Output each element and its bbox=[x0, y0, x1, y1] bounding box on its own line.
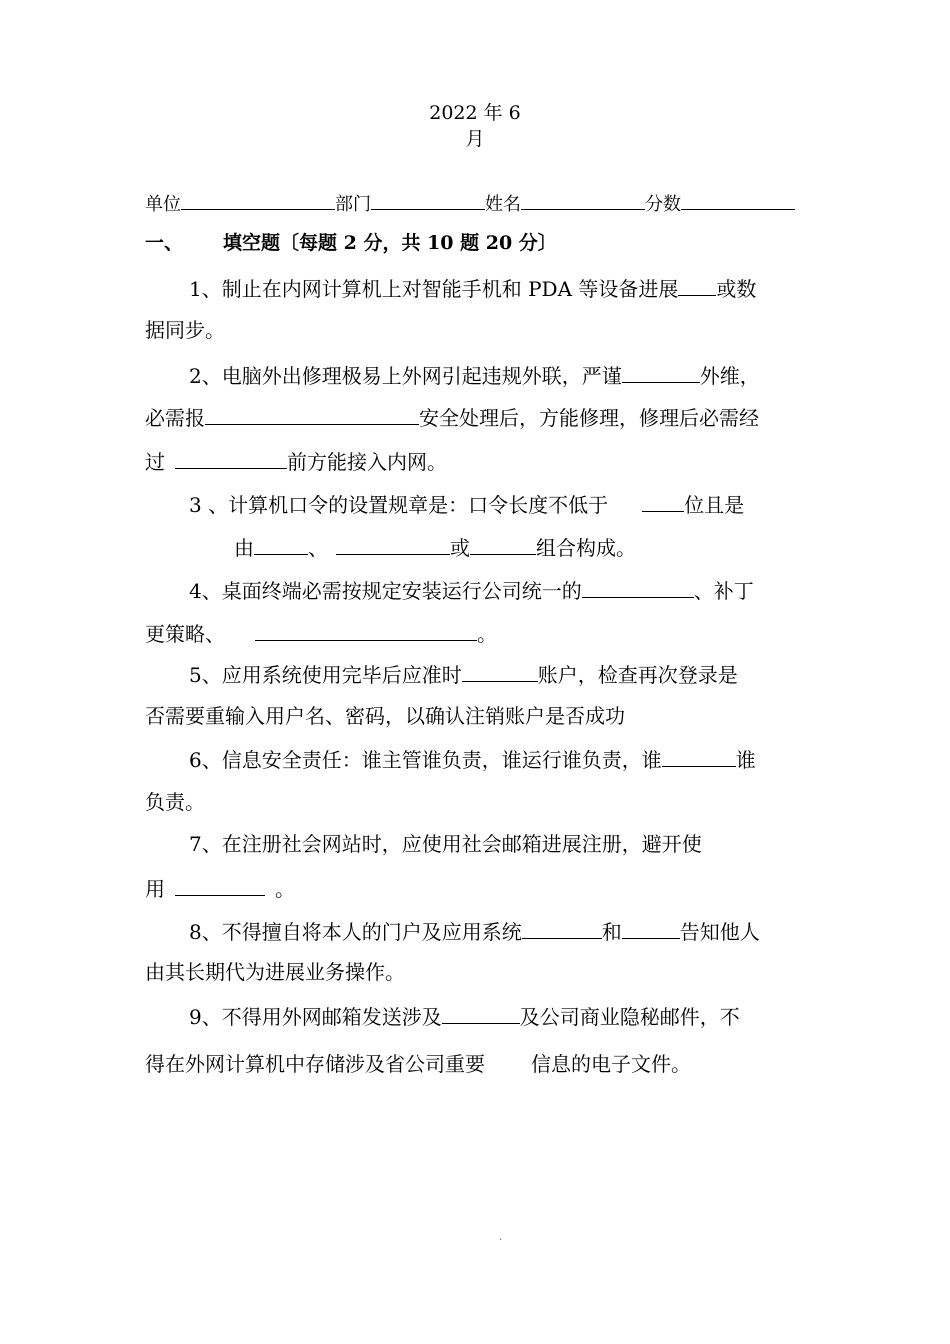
q4-blank-2[interactable] bbox=[255, 620, 477, 641]
q2-blank-1[interactable] bbox=[622, 362, 700, 383]
question-7-line-1: 7、在注册社会网站时，应使用社会邮箱进展注册，避开使 bbox=[189, 832, 702, 856]
dept-field[interactable] bbox=[371, 191, 485, 210]
question-9-line-2: 得在外网计算机中存储涉及省公司重要 信息的电子文件。 bbox=[145, 1052, 691, 1076]
q8-blank-2[interactable] bbox=[622, 918, 680, 939]
q6-blank-1[interactable] bbox=[662, 746, 736, 767]
info-row bbox=[145, 191, 795, 217]
q1-blank-1[interactable] bbox=[678, 275, 716, 296]
q8-blank-1[interactable] bbox=[522, 918, 602, 939]
question-7-line-2: 用 。 bbox=[145, 877, 295, 901]
q9-blank-1[interactable] bbox=[442, 1003, 520, 1024]
section-title: 填空题〔每题 2 分，共 10 题 20 分〕 bbox=[223, 232, 557, 254]
score-field[interactable] bbox=[681, 191, 795, 210]
question-3-line-2: 由 、 或 组合构成。 bbox=[234, 536, 636, 560]
question-5-line-2: 否需要重输入用户名、密码，以确认注销账户是否成功 bbox=[145, 704, 625, 728]
date-line-1: 2022 年 6 bbox=[429, 102, 521, 124]
name-label: 姓名 bbox=[485, 194, 521, 215]
q5-blank-1[interactable] bbox=[462, 661, 538, 682]
footer-dot: . bbox=[499, 1232, 503, 1243]
question-9-line-1: 9、不得用外网邮箱发送涉及 及公司商业隐秘邮件，不 bbox=[189, 1005, 740, 1029]
section-number: 一、 bbox=[145, 232, 184, 254]
name-field[interactable] bbox=[521, 191, 645, 210]
q3-blank-4[interactable] bbox=[470, 534, 536, 555]
dept-label: 部门 bbox=[335, 194, 371, 215]
q3-blank-1[interactable] bbox=[642, 491, 684, 512]
question-1-line-2: 据同步。 bbox=[145, 318, 225, 342]
score-label: 分数 bbox=[645, 194, 681, 215]
q2-blank-3[interactable] bbox=[175, 448, 287, 469]
question-8-line-1: 8、不得擅自将本人的门户及应用系统 和 告知他人 bbox=[189, 920, 760, 944]
question-4-line-1: 4、桌面终端必需按规定安装运行公司统一的 、补丁 bbox=[189, 579, 754, 603]
question-2-line-2: 必需报 安全处理后，方能修理，修理后必需经 bbox=[145, 406, 759, 430]
question-1-line-1: 1、制止在内网计算机上对智能手机和 PDA 等设备进展 或数 bbox=[189, 277, 757, 301]
question-6-line-2: 负责。 bbox=[145, 790, 205, 814]
question-5-line-1: 5、应用系统使用完毕后应准时 账户，检查再次登录是 bbox=[189, 663, 738, 687]
question-3-line-1: 3 、计算机口令的设置规章是：口令长度不低于 位且是 bbox=[189, 493, 745, 517]
q7-blank-1[interactable] bbox=[175, 875, 265, 896]
q2-blank-2[interactable] bbox=[205, 404, 419, 425]
unit-field[interactable] bbox=[181, 191, 335, 210]
section-heading bbox=[145, 231, 557, 255]
question-2-line-3: 过 前方能接入内网。 bbox=[145, 450, 447, 474]
date-line-2: 月 bbox=[465, 128, 485, 150]
question-2-line-1: 2、电脑外出修理极易上外网引起违规外联，严谨 外维， bbox=[189, 364, 760, 388]
question-6-line-1: 6、信息安全责任：谁主管谁负责，谁运行谁负责，谁 谁 bbox=[189, 748, 756, 772]
question-8-line-2: 由其长期代为进展业务操作。 bbox=[145, 960, 405, 984]
q4-blank-1[interactable] bbox=[582, 577, 694, 598]
q3-blank-3[interactable] bbox=[336, 534, 450, 555]
unit-label: 单位 bbox=[145, 194, 181, 215]
question-4-line-2: 更策略、 。 bbox=[145, 622, 497, 646]
q3-blank-2[interactable] bbox=[254, 534, 308, 555]
